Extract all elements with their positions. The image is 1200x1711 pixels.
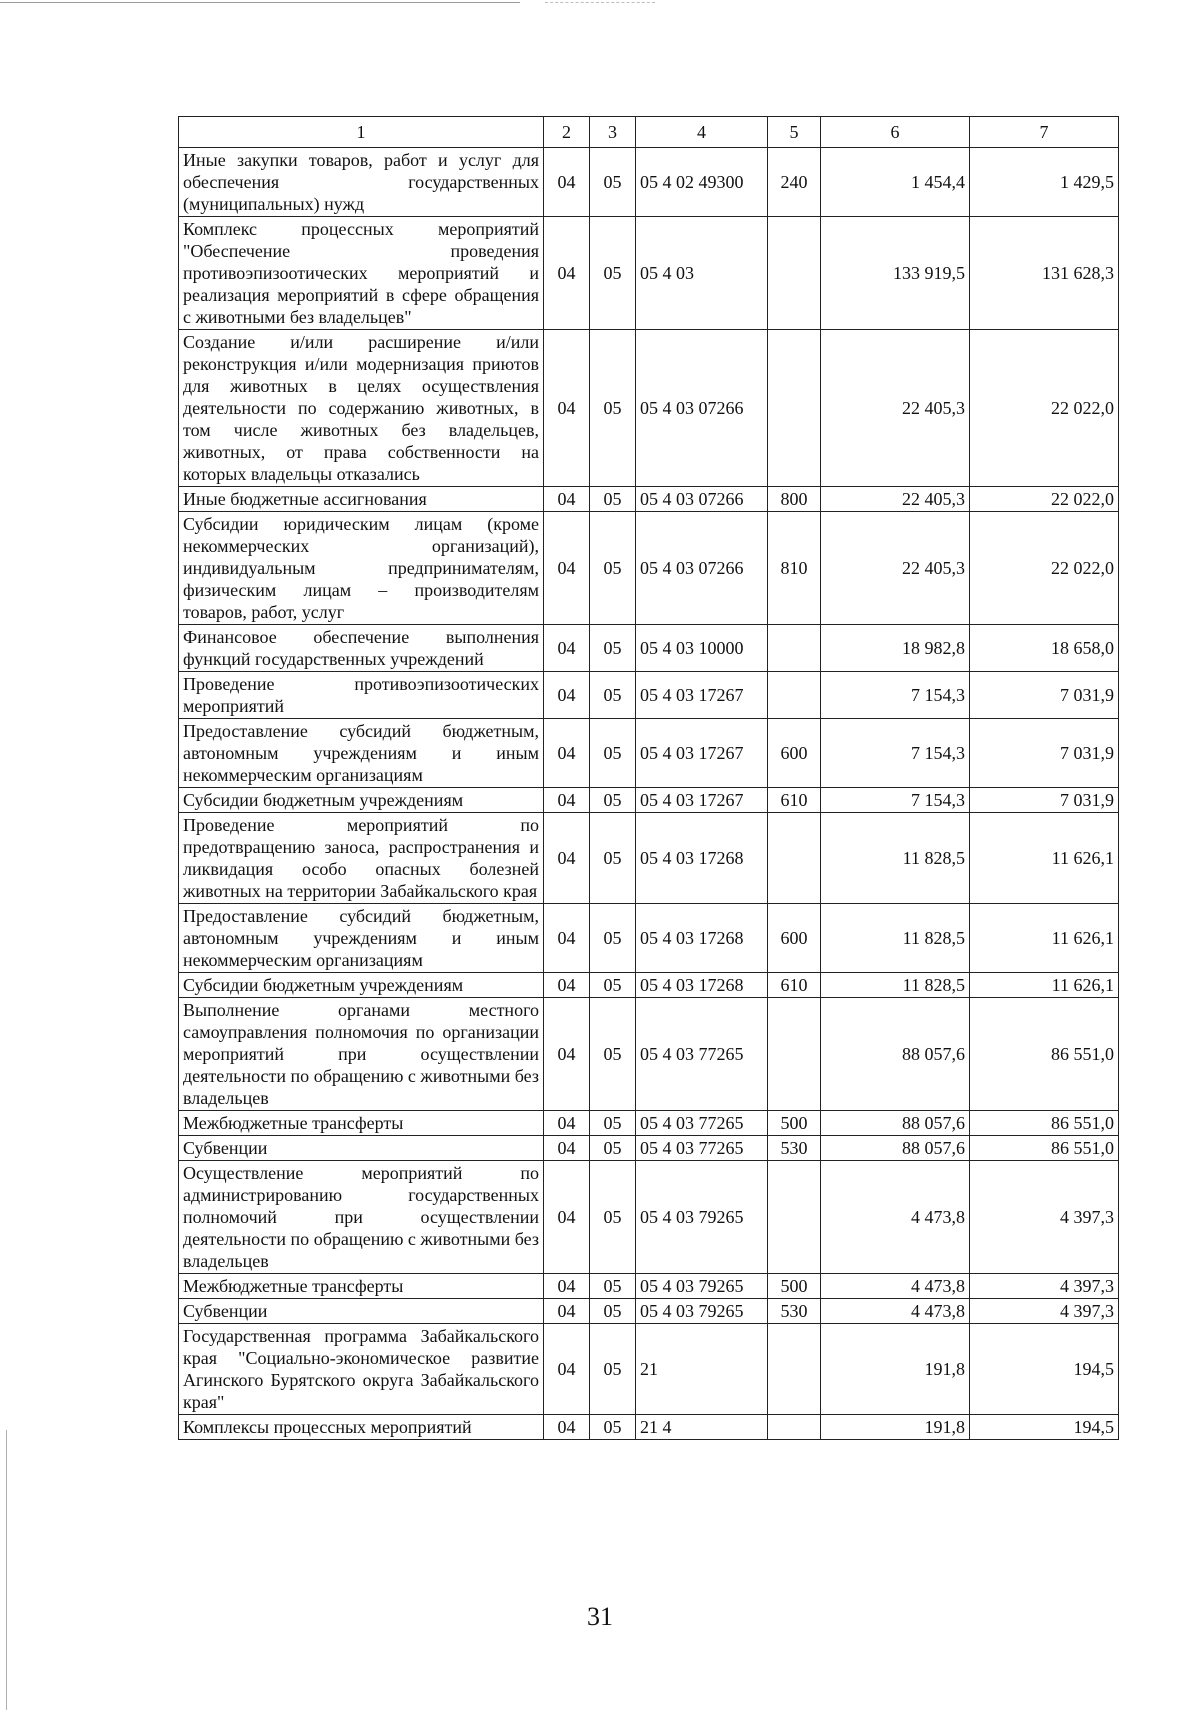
table-row [179,672,1119,719]
amount-year-2-cell: 7 031,9 [970,788,1119,813]
table-row [179,217,1119,330]
section-code-cell: 04 [544,487,590,512]
expense-type-cell: 610 [768,788,821,813]
expense-type-cell: 500 [768,1274,821,1299]
expense-type-cell [768,217,821,330]
row-name-cell: Иные бюджетные ассигнования [179,487,544,512]
amount-year-1-cell: 11 828,5 [821,904,970,973]
amount-year-1-cell: 4 473,8 [821,1274,970,1299]
amount-year-1-cell: 22 405,3 [821,330,970,487]
subsection-code-cell: 05 [590,1274,636,1299]
row-name-cell: Субсидии юридическим лицам (кроме некоммерческих организаций), индивидуальным предпринимателям, физическим лицам – производителям товаров, работ, услуг [179,512,544,625]
target-article-cell: 05 4 03 07266 [636,330,768,487]
row-name-cell: Осуществление мероприятий по администрированию государственных полномочий при осуществлении деятельности по обращению с животными без владельцев [179,1161,544,1274]
amount-year-1-cell: 4 473,8 [821,1161,970,1274]
amount-year-2-cell: 22 022,0 [970,512,1119,625]
table-row [179,512,1119,625]
section-code-cell: 04 [544,217,590,330]
target-article-cell: 05 4 03 77265 [636,998,768,1111]
expense-type-cell [768,672,821,719]
subsection-code-cell: 05 [590,1415,636,1440]
amount-year-2-cell: 86 551,0 [970,1136,1119,1161]
subsection-code-cell: 05 [590,813,636,904]
row-name-cell: Государственная программа Забайкальского края "Социально-экономическое развитие Агинского Бурятского округа Забайкальского края" [179,1324,544,1415]
section-code-cell: 04 [544,1299,590,1324]
column-header: 6 [821,117,970,148]
target-article-cell: 05 4 03 77265 [636,1111,768,1136]
table-row [179,487,1119,512]
target-article-cell: 05 4 03 17268 [636,904,768,973]
expense-type-cell: 610 [768,973,821,998]
section-code-cell: 04 [544,672,590,719]
table-header-row [179,117,1119,148]
amount-year-2-cell: 11 626,1 [970,904,1119,973]
subsection-code-cell: 05 [590,148,636,217]
amount-year-2-cell: 11 626,1 [970,813,1119,904]
amount-year-2-cell: 7 031,9 [970,719,1119,788]
expense-type-cell: 240 [768,148,821,217]
target-article-cell: 05 4 03 79265 [636,1274,768,1299]
expense-type-cell [768,625,821,672]
row-name-cell: Создание и/или расширение и/или реконструкция и/или модернизация приютов для животных в целях осуществления деятельности по содержанию животных, в том числе животных без владельцев, животных, от права собственности на которых владельцы отказались [179,330,544,487]
table-row [179,1274,1119,1299]
table-row [179,813,1119,904]
column-header: 5 [768,117,821,148]
column-header: 3 [590,117,636,148]
section-code-cell: 04 [544,1274,590,1299]
column-header: 4 [636,117,768,148]
row-name-cell: Субсидии бюджетным учреждениям [179,788,544,813]
amount-year-1-cell: 88 057,6 [821,1111,970,1136]
amount-year-2-cell: 131 628,3 [970,217,1119,330]
row-name-cell: Субвенции [179,1299,544,1324]
section-code-cell: 04 [544,1161,590,1274]
scan-artifact-line [545,2,655,3]
section-code-cell: 04 [544,330,590,487]
table-row [179,625,1119,672]
subsection-code-cell: 05 [590,788,636,813]
amount-year-1-cell: 133 919,5 [821,217,970,330]
row-name-cell: Проведение мероприятий по предотвращению заноса, распространения и ликвидация особо опасных болезней животных на территории Забайкальского края [179,813,544,904]
row-name-cell: Субсидии бюджетным учреждениям [179,973,544,998]
amount-year-1-cell: 7 154,3 [821,719,970,788]
section-code-cell: 04 [544,973,590,998]
page-number: 31 [587,1602,613,1631]
amount-year-1-cell: 191,8 [821,1415,970,1440]
scan-artifact-line [0,2,520,3]
expense-type-cell [768,813,821,904]
target-article-cell: 05 4 03 17268 [636,973,768,998]
amount-year-2-cell: 18 658,0 [970,625,1119,672]
subsection-code-cell: 05 [590,1161,636,1274]
table-row [179,1324,1119,1415]
section-code-cell: 04 [544,1324,590,1415]
row-name-cell: Комплексы процессных мероприятий [179,1415,544,1440]
row-name-cell: Проведение противоэпизоотических мероприятий [179,672,544,719]
amount-year-2-cell: 7 031,9 [970,672,1119,719]
section-code-cell: 04 [544,625,590,672]
subsection-code-cell: 05 [590,1111,636,1136]
expense-type-cell: 530 [768,1299,821,1324]
table-row [179,973,1119,998]
table-row [179,998,1119,1111]
budget-table [178,116,1119,1440]
table-row [179,1299,1119,1324]
row-name-cell: Иные закупки товаров, работ и услуг для обеспечения государственных (муниципальных) нужд [179,148,544,217]
table-row [179,1111,1119,1136]
subsection-code-cell: 05 [590,512,636,625]
amount-year-2-cell: 86 551,0 [970,1111,1119,1136]
subsection-code-cell: 05 [590,487,636,512]
table-row [179,148,1119,217]
amount-year-1-cell: 22 405,3 [821,512,970,625]
table-row [179,1136,1119,1161]
subsection-code-cell: 05 [590,973,636,998]
section-code-cell: 04 [544,148,590,217]
section-code-cell: 04 [544,1136,590,1161]
expense-type-cell [768,330,821,487]
subsection-code-cell: 05 [590,1299,636,1324]
table-row [179,904,1119,973]
target-article-cell: 05 4 03 07266 [636,487,768,512]
row-name-cell: Межбюджетные трансферты [179,1111,544,1136]
subsection-code-cell: 05 [590,719,636,788]
section-code-cell: 04 [544,813,590,904]
scan-artifact-edge [6,1430,7,1710]
amount-year-1-cell: 7 154,3 [821,672,970,719]
target-article-cell: 05 4 03 17267 [636,672,768,719]
amount-year-1-cell: 22 405,3 [821,487,970,512]
row-name-cell: Предоставление субсидий бюджетным, автономным учреждениям и иным некоммерческим организациям [179,719,544,788]
amount-year-1-cell: 191,8 [821,1324,970,1415]
subsection-code-cell: 05 [590,625,636,672]
section-code-cell: 04 [544,512,590,625]
expense-type-cell: 500 [768,1111,821,1136]
amount-year-2-cell: 86 551,0 [970,998,1119,1111]
row-name-cell: Субвенции [179,1136,544,1161]
expense-type-cell [768,1415,821,1440]
target-article-cell: 05 4 03 10000 [636,625,768,672]
expense-type-cell: 810 [768,512,821,625]
target-article-cell: 05 4 03 07266 [636,512,768,625]
amount-year-2-cell: 4 397,3 [970,1274,1119,1299]
amount-year-2-cell: 4 397,3 [970,1161,1119,1274]
table-row [179,788,1119,813]
target-article-cell: 21 [636,1324,768,1415]
subsection-code-cell: 05 [590,998,636,1111]
amount-year-2-cell: 4 397,3 [970,1299,1119,1324]
row-name-cell: Комплекс процессных мероприятий "Обеспечение проведения противоэпизоотических мероприятий и реализация мероприятий в сфере обращения с животными без владельцев" [179,217,544,330]
target-article-cell: 05 4 02 49300 [636,148,768,217]
row-name-cell: Финансовое обеспечение выполнения функций государственных учреждений [179,625,544,672]
subsection-code-cell: 05 [590,672,636,719]
amount-year-1-cell: 1 454,4 [821,148,970,217]
section-code-cell: 04 [544,1111,590,1136]
amount-year-1-cell: 18 982,8 [821,625,970,672]
target-article-cell: 05 4 03 17267 [636,719,768,788]
amount-year-2-cell: 11 626,1 [970,973,1119,998]
amount-year-2-cell: 22 022,0 [970,487,1119,512]
table-row [179,719,1119,788]
target-article-cell: 21 4 [636,1415,768,1440]
expense-type-cell: 600 [768,904,821,973]
row-name-cell: Предоставление субсидий бюджетным, автономным учреждениям и иным некоммерческим организациям [179,904,544,973]
amount-year-2-cell: 1 429,5 [970,148,1119,217]
amount-year-2-cell: 194,5 [970,1415,1119,1440]
expense-type-cell [768,1324,821,1415]
expense-type-cell: 530 [768,1136,821,1161]
amount-year-1-cell: 88 057,6 [821,998,970,1111]
subsection-code-cell: 05 [590,1324,636,1415]
amount-year-1-cell: 88 057,6 [821,1136,970,1161]
table-row [179,330,1119,487]
section-code-cell: 04 [544,788,590,813]
column-header: 1 [179,117,544,148]
expense-type-cell [768,1161,821,1274]
column-header: 2 [544,117,590,148]
expense-type-cell: 800 [768,487,821,512]
section-code-cell: 04 [544,998,590,1111]
amount-year-1-cell: 4 473,8 [821,1299,970,1324]
row-name-cell: Межбюджетные трансферты [179,1274,544,1299]
section-code-cell: 04 [544,719,590,788]
amount-year-1-cell: 11 828,5 [821,813,970,904]
expense-type-cell: 600 [768,719,821,788]
subsection-code-cell: 05 [590,330,636,487]
target-article-cell: 05 4 03 79265 [636,1161,768,1274]
target-article-cell: 05 4 03 77265 [636,1136,768,1161]
subsection-code-cell: 05 [590,217,636,330]
target-article-cell: 05 4 03 17268 [636,813,768,904]
target-article-cell: 05 4 03 17267 [636,788,768,813]
expense-type-cell [768,998,821,1111]
amount-year-1-cell: 7 154,3 [821,788,970,813]
target-article-cell: 05 4 03 [636,217,768,330]
section-code-cell: 04 [544,904,590,973]
row-name-cell: Выполнение органами местного самоуправления полномочия по организации мероприятий при осуществлении деятельности по обращению с животными без владельцев [179,998,544,1111]
subsection-code-cell: 05 [590,1136,636,1161]
table-row [179,1415,1119,1440]
target-article-cell: 05 4 03 79265 [636,1299,768,1324]
amount-year-2-cell: 22 022,0 [970,330,1119,487]
amount-year-1-cell: 11 828,5 [821,973,970,998]
subsection-code-cell: 05 [590,904,636,973]
section-code-cell: 04 [544,1415,590,1440]
column-header: 7 [970,117,1119,148]
table-row [179,1161,1119,1274]
amount-year-2-cell: 194,5 [970,1324,1119,1415]
